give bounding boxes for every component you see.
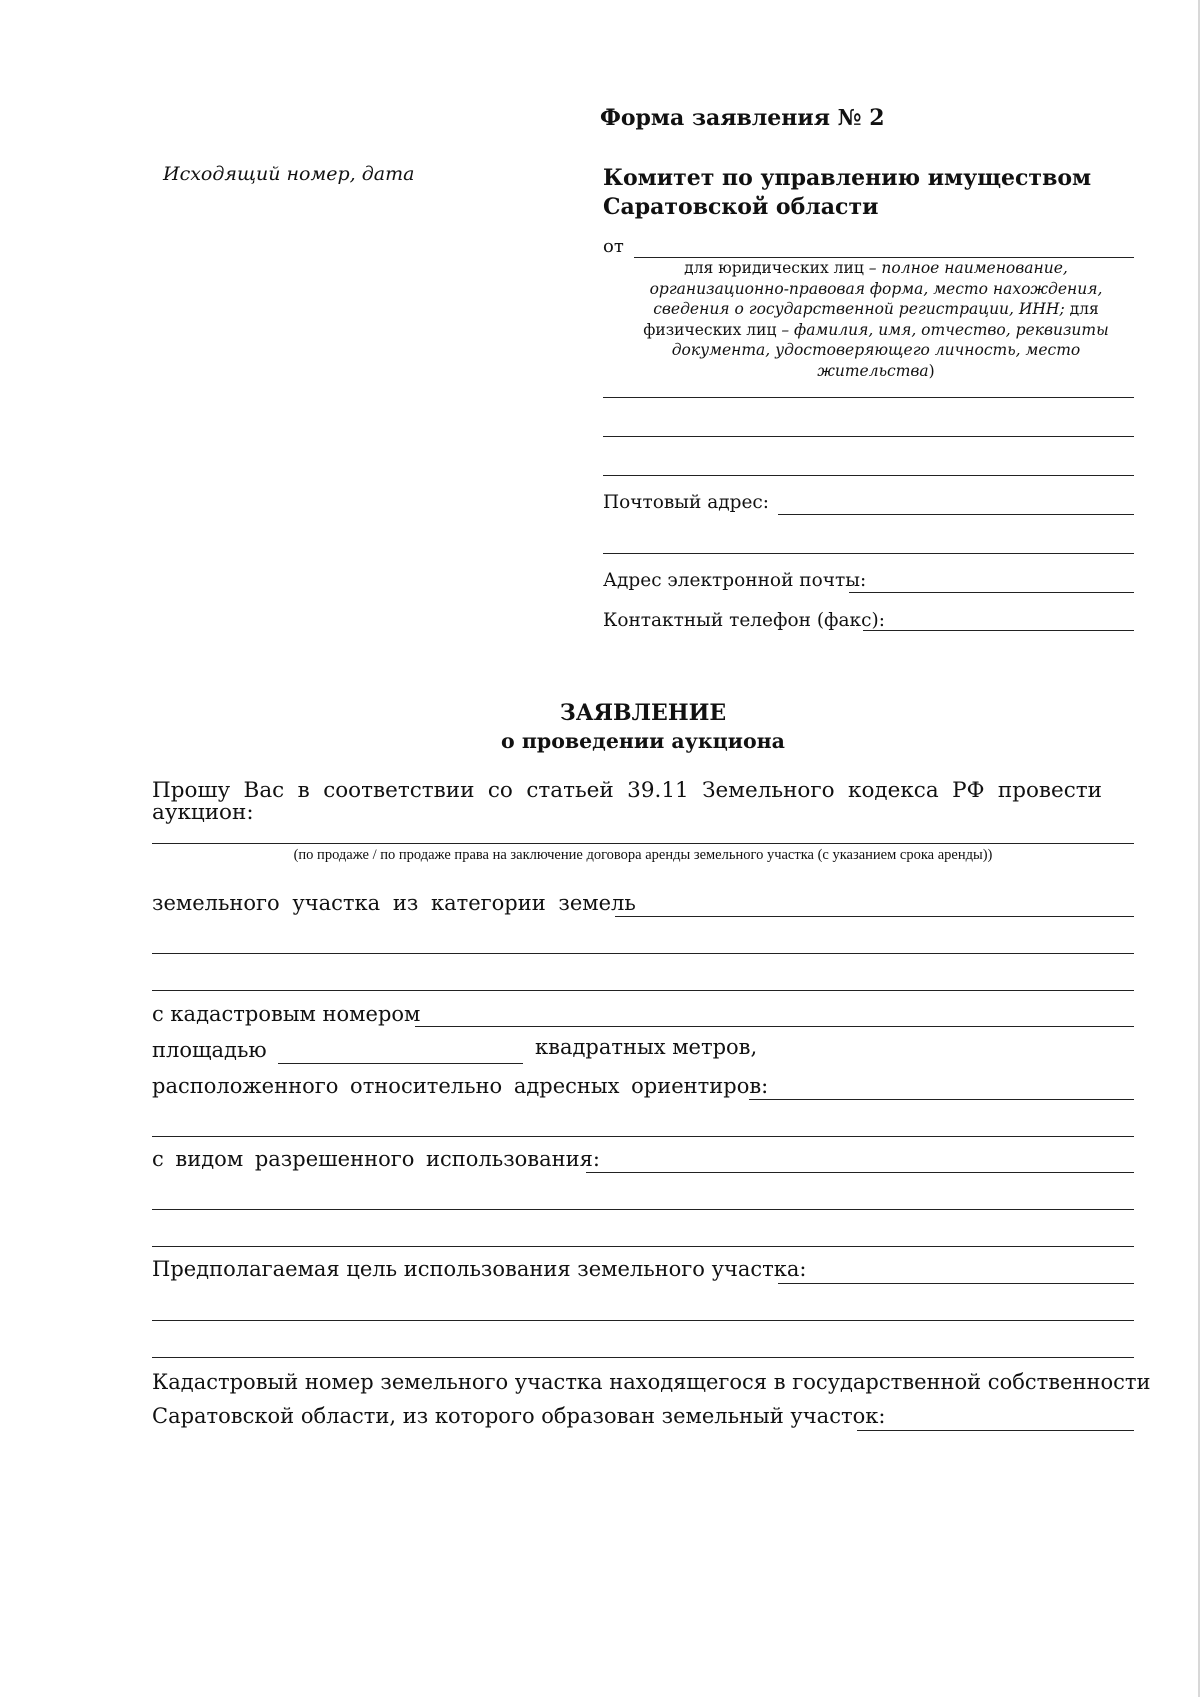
email-field[interactable] (849, 592, 1134, 593)
location-label: расположенного относительно адресных ориентиров: (152, 1074, 769, 1098)
phone-label: Контактный телефон (факс): (603, 610, 885, 631)
location-field-2[interactable] (152, 1136, 1134, 1137)
permitted-use-field-2[interactable] (152, 1209, 1134, 1210)
land-category-label: земельного участка из категории земель (152, 891, 636, 915)
permitted-use-field-3[interactable] (152, 1246, 1134, 1247)
parent-cadastral-line-1: Кадастровый номер земельного участка находящегося в государственной собственности (152, 1370, 1151, 1394)
land-category-field-2[interactable] (152, 953, 1134, 954)
land-category-field[interactable] (615, 916, 1134, 917)
applicant-line-2[interactable] (603, 436, 1134, 437)
land-category-field-3[interactable] (152, 990, 1134, 991)
phone-field[interactable] (863, 630, 1134, 631)
purpose-field-2[interactable] (152, 1320, 1134, 1321)
postal-address-field[interactable] (778, 514, 1134, 515)
document-subtitle: о проведении аукциона (501, 729, 785, 753)
form-label: Форма заявления № 2 (600, 105, 885, 131)
recipient-line-1: Комитет по управлению имуществом (603, 165, 1092, 191)
applicant-line-1[interactable] (603, 397, 1134, 398)
purpose-label: Предполагаемая цель использования земельного участка: (152, 1257, 807, 1281)
postal-address-label: Почтовый адрес: (603, 492, 770, 513)
email-label: Адрес электронной почты: (603, 570, 867, 591)
auction-type-caption: (по продаже / по продаже права на заключение договора аренды земельного участка (с указанием срока аренды)) (293, 847, 993, 863)
area-field[interactable] (278, 1063, 523, 1064)
purpose-field[interactable] (778, 1283, 1134, 1284)
from-label: от (603, 236, 624, 257)
permitted-use-label: с видом разрешенного использования: (152, 1147, 600, 1171)
location-field[interactable] (749, 1099, 1134, 1100)
document-title: ЗАЯВЛЕНИЕ (559, 700, 727, 726)
area-unit: квадратных метров, (535, 1035, 758, 1059)
request-text: Прошу Вас в соответствии со статьей 39.11 Земельного кодекса РФ провести аукцион: (152, 778, 1102, 825)
from-note: для юридических лиц – полное наименование, организационно-правовая форма, место нахождения, сведения о государственной регистрации, ИНН; для физических лиц – фамилия, имя, отчество, реквизиты документа, удостоверяющего личность, место жительства) (643, 259, 1109, 380)
postal-address-field-2[interactable] (603, 553, 1134, 554)
parent-cadastral-field[interactable] (857, 1430, 1134, 1431)
applicant-line-3[interactable] (603, 475, 1134, 476)
cadastral-number-label: с кадастровым номером (152, 1002, 421, 1026)
outgoing-number-date: Исходящий номер, дата (163, 163, 415, 185)
purpose-field-3[interactable] (152, 1357, 1134, 1358)
parent-cadastral-line-2: Саратовской области, из которого образован земельный участок: (152, 1404, 886, 1428)
cadastral-number-field[interactable] (415, 1026, 1134, 1027)
recipient-line-2: Саратовской области (603, 194, 879, 220)
area-label: площадью (152, 1038, 267, 1062)
permitted-use-field[interactable] (586, 1172, 1134, 1173)
auction-type-field[interactable] (152, 843, 1134, 844)
